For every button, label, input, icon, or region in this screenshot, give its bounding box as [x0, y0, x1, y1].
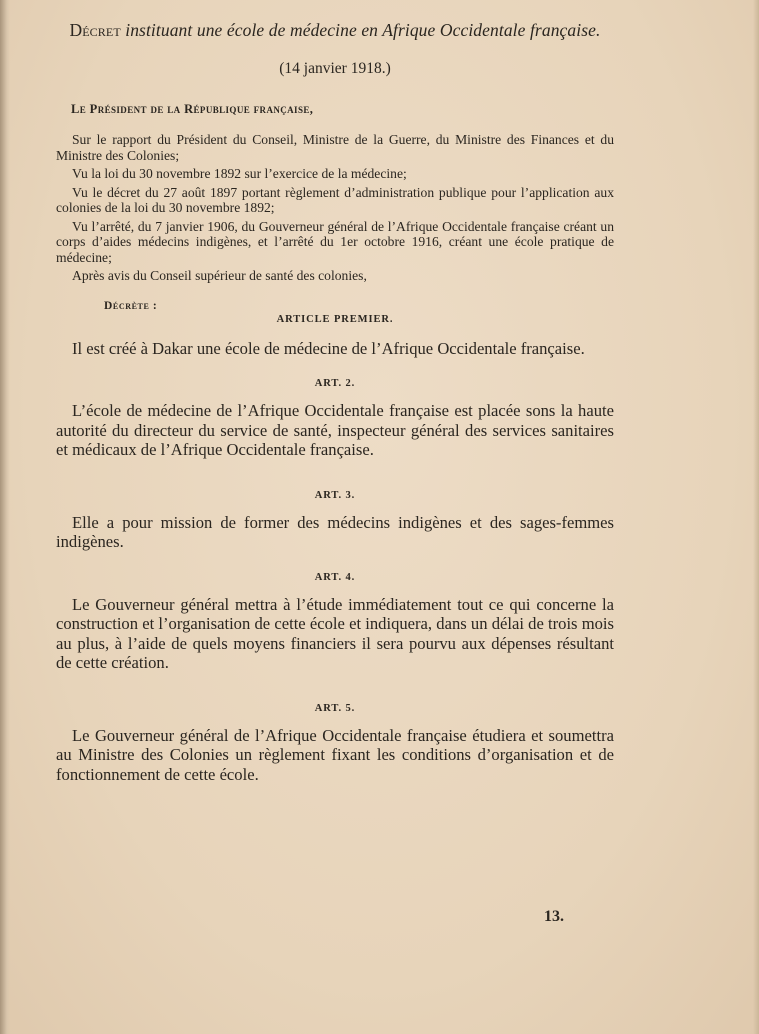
decree-date: (14 janvier 1918.): [279, 60, 391, 77]
article-heading: ART. 5.: [314, 702, 356, 714]
decrete-heading: Décrète :: [104, 299, 158, 312]
preamble-paragraph: Sur le rapport du Président du Conseil, Ministre de la Guerre, du Ministre des Finances et du Ministre des Colonies;: [56, 132, 614, 163]
article-text: Il est créé à Dakar une école de médecine de l’Afrique Occidentale française.: [72, 338, 585, 358]
preamble-paragraph: Vu la loi du 30 novembre 1892 sur l’exercice de la médecine;: [72, 166, 407, 181]
page-number: 13.: [544, 908, 564, 925]
article-heading: ARTICLE PREMIER.: [276, 313, 394, 325]
title-italic: instituant une école de médecine en Afrique Occidentale française.: [125, 20, 601, 40]
decree-title: [56, 20, 614, 41]
document-content: [56, 20, 614, 804]
article-text: L’école de médecine de l’Afrique Occidentale française est placée sons la haute autorité du directeur du service de santé, inspecteur général des services sanitaires et médicaux de l’Afrique Occidentale française.: [56, 401, 614, 459]
article-heading: ART. 4.: [314, 571, 356, 583]
president-line: Le Président de la République française,: [71, 102, 314, 116]
preamble: [56, 132, 614, 284]
article-text: Elle a pour mission de former des médecins indigènes et des sages-femmes indigènes.: [56, 512, 614, 551]
preamble-paragraph: Après avis du Conseil supérieur de santé des colonies,: [72, 268, 367, 283]
preamble-paragraph: Vu l’arrêté, du 7 janvier 1906, du Gouverneur général de l’Afrique Occidentale française créant un corps d’aides médecins indigènes, et l’arrêté du 1er octobre 1916, créant une école pratique de médecine;: [56, 218, 614, 265]
page-edge-shadow-right: [753, 0, 759, 1034]
article-heading: ART. 2.: [314, 378, 356, 389]
article-heading: ART. 3.: [314, 489, 356, 501]
preamble-paragraph: Vu le décret du 27 août 1897 portant règlement d’administration publique pour l’application aux colonies de la loi du 30 novembre 1892;: [56, 184, 614, 215]
title-smallcaps: Décret: [69, 20, 121, 40]
page-edge-shadow: [0, 0, 10, 1034]
article-text: Le Gouverneur général de l’Afrique Occidentale française étudiera et soumettra au Ministre des Colonies un règlement fixant les conditions d’organisation et de fonctionnement de cette école.: [56, 725, 614, 784]
article-text: Le Gouverneur général mettra à l’étude immédiatement tout ce qui concerne la construction et l’organisation de cette école et indiquera, dans un délai de trois mois au plus, à l’aide de quels moyens financiers il sera pourvu aux dépenses résultant de cette création.: [56, 594, 614, 672]
